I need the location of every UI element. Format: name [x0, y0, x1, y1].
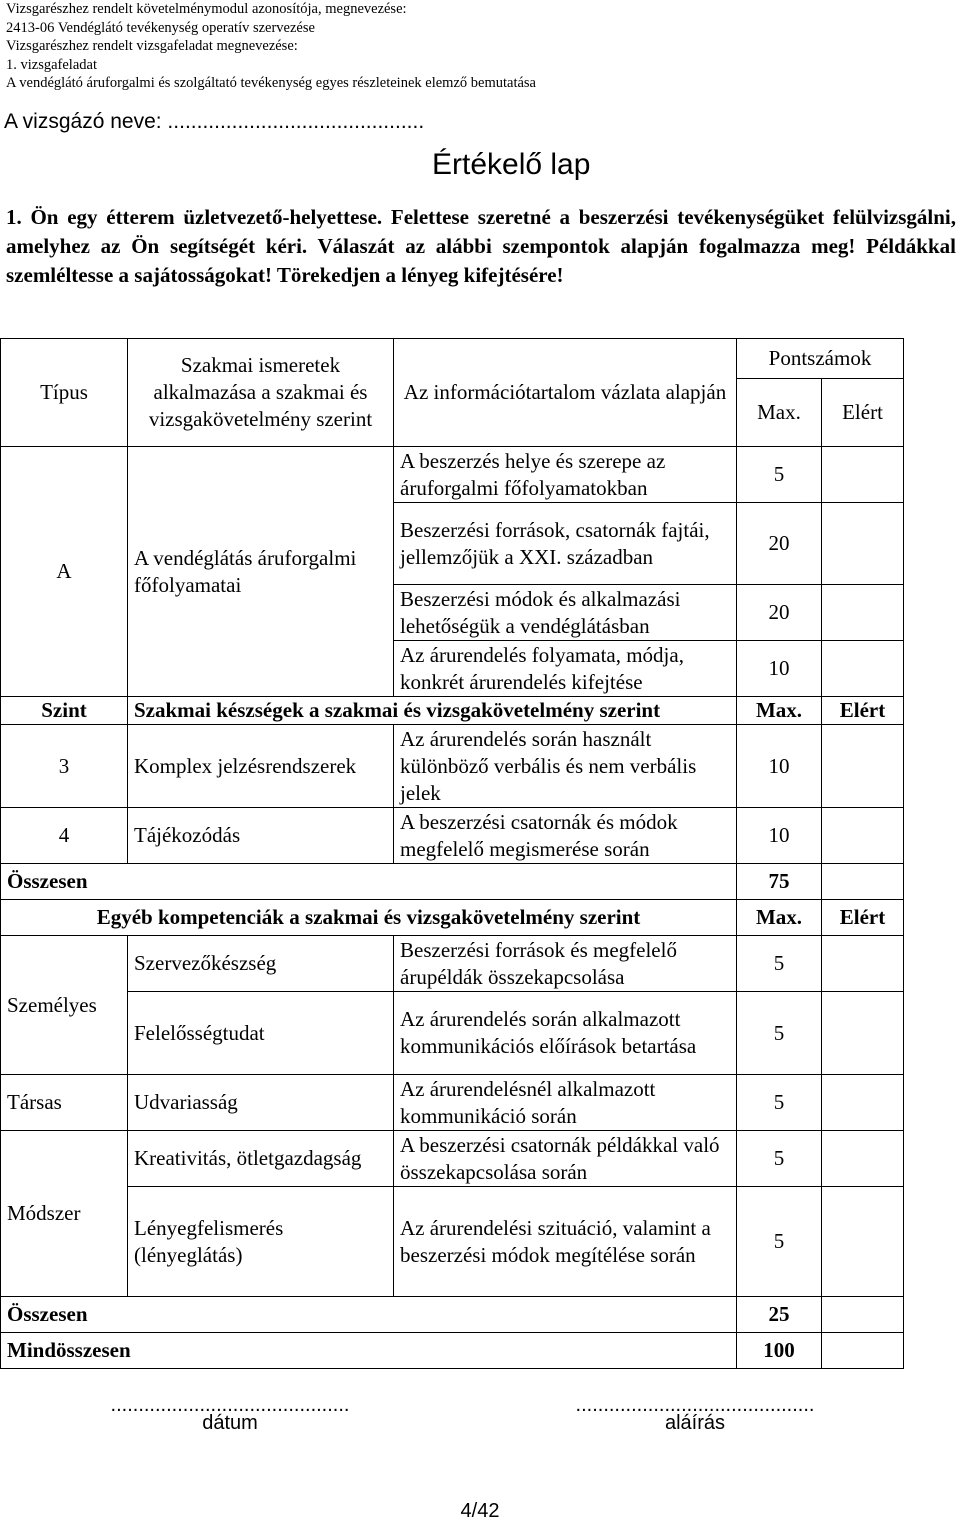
category-social: Társas — [1, 1075, 128, 1131]
max-points: 10 — [737, 641, 822, 697]
achieved-points[interactable] — [822, 1187, 904, 1297]
col-head-outline: Az információtartalom vázlata alapján — [394, 339, 737, 447]
achieved-points[interactable] — [822, 1131, 904, 1187]
achieved-points[interactable] — [822, 725, 904, 808]
col-head-achieved: Elért — [822, 379, 904, 447]
col-head-max: Max. — [737, 379, 822, 447]
header-line: Vizsgarészhez rendelt követelménymodul azonosítója, megnevezése: — [6, 1, 407, 17]
header-line: Vizsgarészhez rendelt vizsgafeladat megnevezése: — [6, 38, 298, 54]
skill-text: Az árurendelés során használt különböző verbális és nem verbális jelek — [394, 725, 737, 808]
skill-name: Udvariasság — [128, 1075, 394, 1131]
subtotal-value: 75 — [737, 864, 822, 900]
outline-item: Beszerzési források, csatornák fajtái, jellemzőjük a XXI. században — [394, 503, 737, 585]
skill-level: 4 — [1, 808, 128, 864]
outline-item: Az árurendelés folyamata, módja, konkrét árurendelés kifejtése — [394, 641, 737, 697]
max-points: 5 — [737, 936, 822, 992]
other-head-achieved: Elért — [822, 900, 904, 936]
subtotal-label: Összesen — [1, 1297, 737, 1333]
skill-text: Az árurendelésnél alkalmazott kommunikáció során — [394, 1075, 737, 1131]
achieved-points[interactable] — [822, 1075, 904, 1131]
examinee-dots: ......................................... — [184, 110, 425, 133]
achieved-points[interactable] — [822, 808, 904, 864]
skill-level: 3 — [1, 725, 128, 808]
skill-name: Szervezőkészség — [128, 936, 394, 992]
date-signature-block — [90, 1394, 370, 1435]
grand-total-value: 100 — [737, 1333, 822, 1369]
signature-dots: ........................................... — [575, 1394, 815, 1416]
max-points: 10 — [737, 808, 822, 864]
examinee-label: A vizsgázó neve: ... — [4, 110, 185, 133]
examinee-name-line — [4, 110, 424, 134]
other-head-title: Egyéb kompetenciák a szakmai és vizsgakövetelmény szerint — [1, 900, 737, 936]
skill-name: Kreativitás, ötletgazdagság — [128, 1131, 394, 1187]
date-label: dátum — [202, 1412, 258, 1434]
skills-head-max: Max. — [737, 697, 822, 725]
achieved-points[interactable] — [822, 503, 904, 585]
max-points: 20 — [737, 585, 822, 641]
max-points: 5 — [737, 1075, 822, 1131]
achieved-points[interactable] — [822, 864, 904, 900]
achieved-points[interactable] — [822, 936, 904, 992]
category-method: Módszer — [1, 1131, 128, 1297]
col-head-type: Típus — [1, 339, 128, 447]
subtotal-value: 25 — [737, 1297, 822, 1333]
skill-name: Komplex jelzésrendszerek — [128, 725, 394, 808]
achieved-points[interactable] — [822, 447, 904, 503]
date-dots: ........................................... — [110, 1394, 350, 1416]
max-points: 5 — [737, 992, 822, 1075]
col-head-points: Pontszámok — [737, 339, 904, 379]
achieved-points[interactable] — [822, 1333, 904, 1369]
signature-block — [555, 1394, 835, 1435]
page-number: 4/42 — [460, 1500, 500, 1522]
skill-text: Beszerzési források és megfelelő árupéldák összekapcsolása — [394, 936, 737, 992]
skill-name: Tájékozódás — [128, 808, 394, 864]
achieved-points[interactable] — [822, 641, 904, 697]
achieved-points[interactable] — [822, 992, 904, 1075]
skill-text: A beszerzési csatornák és módok megfelelő megismerése során — [394, 808, 737, 864]
achieved-points[interactable] — [822, 1297, 904, 1333]
col-head-knowledge: Szakmai ismeretek alkalmazása a szakmai és vizsgakövetelmény szerint — [128, 339, 394, 447]
max-points: 5 — [737, 1187, 822, 1297]
signature-label: aláírás — [664, 1412, 726, 1434]
skill-text: A beszerzési csatornák példákkal való összekapcsolása során — [394, 1131, 737, 1187]
outline-item: A beszerzés helye és szerepe az áruforgalmi főfolyamatokban — [394, 447, 737, 503]
header-line: 2413-06 Vendéglátó tevékenység operatív szervezése — [6, 19, 315, 36]
category-personal: Személyes — [1, 936, 128, 1075]
outline-item: Beszerzési módok és alkalmazási lehetőségük a vendéglátásban — [394, 585, 737, 641]
max-points: 5 — [737, 447, 822, 503]
skills-head-title: Szakmai készségek a szakmai és vizsgakövetelmény szerint — [128, 697, 737, 725]
max-points: 5 — [737, 1131, 822, 1187]
evaluation-table — [0, 338, 904, 1369]
document-header — [6, 0, 536, 93]
skills-head-level: Szint — [1, 697, 128, 725]
task-description — [6, 203, 956, 290]
skills-head-achieved: Elért — [822, 697, 904, 725]
header-line: A vendéglátó áruforgalmi és szolgáltató tevékenység egyes részleteinek elemző bemutatása — [6, 75, 536, 91]
topic-cell: A vendéglátás áruforgalmi főfolyamatai — [128, 447, 394, 697]
skill-text: Az árurendelési szituáció, valamint a beszerzési módok megítélése során — [394, 1187, 737, 1297]
skill-text: Az árurendelés során alkalmazott kommunikációs előírások betartása — [394, 992, 737, 1075]
achieved-points[interactable] — [822, 585, 904, 641]
subtotal-label: Összesen — [1, 864, 737, 900]
grand-total-label: Mindösszesen — [1, 1333, 737, 1369]
skill-name: Felelősségtudat — [128, 992, 394, 1075]
max-points: 20 — [737, 503, 822, 585]
task-text: 1. Ön egy étterem üzletvezető-helyettese. Felettese szeretné a beszerzési tevékenységüket felülvizsgálni, amelyhez az Ön segítségét kéri. Válaszát az alábbi szempontok alapján fogalmazza meg! Példákkal szemléltesse a sajátosságokat! Törekedjen a lényeg kifejtésére! — [6, 205, 956, 287]
page-title: Értékelő lap — [432, 148, 591, 181]
max-points: 10 — [737, 725, 822, 808]
type-cell: A — [1, 447, 128, 697]
skill-name: Lényegfelismerés (lényeglátás) — [128, 1187, 394, 1297]
header-line: 1. vizsgafeladat — [6, 56, 97, 73]
other-head-max: Max. — [737, 900, 822, 936]
